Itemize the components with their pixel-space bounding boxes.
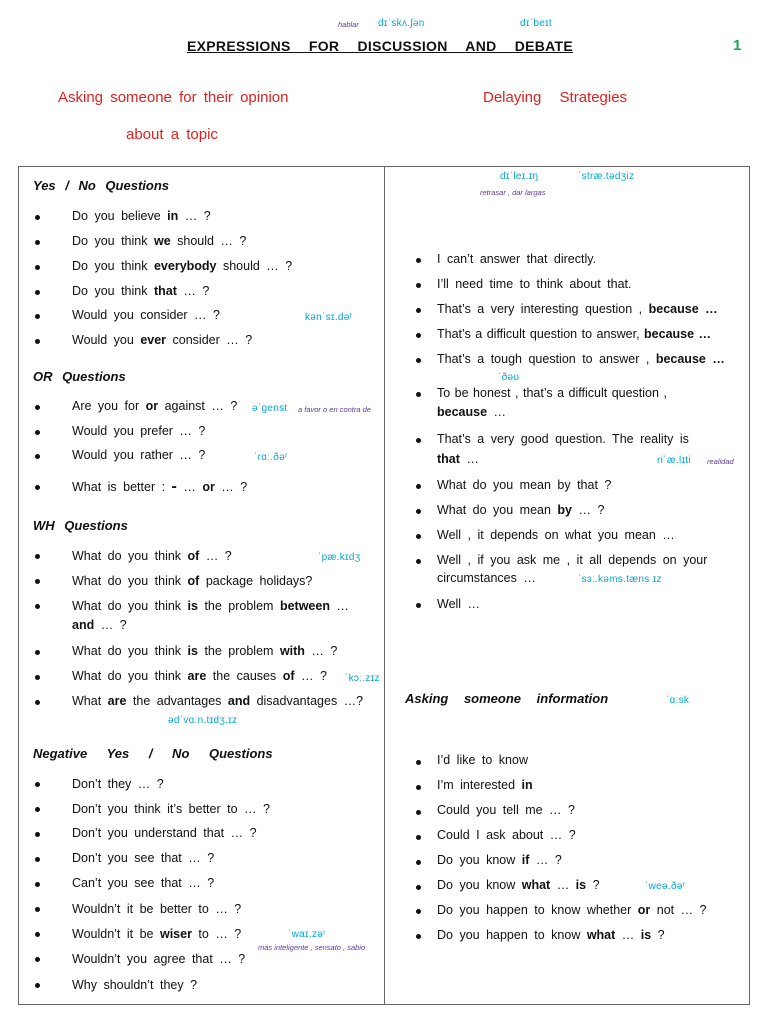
ipa-advantages: ədˈvɑːn.tɪdʒ.ɪz [168, 715, 238, 726]
bullet [416, 509, 421, 514]
left-heading-line1: Asking someone for their opinion [58, 89, 289, 106]
bullet [416, 909, 421, 914]
list-item-continuation: and … ? [72, 618, 127, 632]
bullet [35, 240, 40, 245]
list-item: What do you think is the problem with … ? [72, 644, 338, 658]
list-item: Would you ever consider … ? [72, 333, 253, 347]
list-item-continuation: circumstances … [437, 571, 536, 585]
bullet [416, 333, 421, 338]
bullet [35, 907, 40, 912]
spanish-gloss: hablar [338, 20, 359, 29]
ipa-package: ˈpæ.kɪdʒ [318, 552, 361, 563]
bullet [416, 484, 421, 489]
list-item-continuation: because … [437, 405, 507, 419]
list-item: What do you mean by that ? [437, 478, 612, 492]
list-item: Well , if you ask me , it all depends on your [437, 553, 708, 567]
list-item: That’s a very interesting question , because … [437, 302, 718, 316]
list-item: Do you think that … ? [72, 284, 210, 298]
bullet [416, 358, 421, 363]
page-number: 1 [733, 37, 742, 54]
ipa-whether: ˈweə.ðəʳ [645, 881, 686, 892]
bullet [35, 857, 40, 862]
list-item: Do you happen to know whether or not … ? [437, 903, 707, 917]
list-item: What do you mean by … ? [437, 503, 605, 517]
spanish-gloss: más inteligente , sensato , sabio [258, 943, 366, 952]
bullet [35, 215, 40, 220]
list-item: Would you rather … ? [72, 448, 206, 462]
bullet [416, 835, 421, 840]
list-item: That’s a difficult question to answer, because … [437, 327, 712, 341]
bullet [416, 392, 421, 397]
list-item: What do you think is the problem between … [72, 599, 349, 613]
ipa-delaying: dɪˈleɪ.ɪŋ [500, 171, 539, 182]
bullet [35, 430, 40, 435]
bullet [35, 314, 40, 319]
bullet [416, 559, 421, 564]
list-item: Wouldn’t you agree that … ? [72, 952, 246, 966]
bullet [416, 438, 421, 443]
bullet [35, 832, 40, 837]
ipa-rather: ˈrɑː.ðəʳ [254, 452, 288, 463]
list-item: Well , it depends on what you mean … [437, 528, 675, 542]
bullet [35, 650, 40, 655]
section-heading-information: Asking someone information [405, 691, 609, 706]
bullet [35, 604, 40, 609]
list-item: Don’t you think it’s better to … ? [72, 802, 270, 816]
bullet [416, 934, 421, 939]
bullet [416, 760, 421, 765]
list-item: Don’t they … ? [72, 777, 164, 791]
list-item: Why shouldn’t they ? [72, 978, 198, 992]
bullet [35, 554, 40, 559]
bullet [35, 405, 40, 410]
bullet [35, 290, 40, 295]
bullet [416, 885, 421, 890]
list-item: That’s a very good question. The reality is [437, 432, 689, 446]
bullet [35, 675, 40, 680]
section-heading-negative: Negative Yes / No Questions [33, 746, 273, 761]
bullet [35, 700, 40, 705]
list-item: What is better : - … or … ? [72, 478, 248, 495]
right-heading: Delaying Strategies [483, 89, 628, 106]
bullet [416, 810, 421, 815]
list-item: What do you think of package holidays? [72, 574, 313, 588]
ipa-ask: ˈɑːsk [666, 695, 690, 706]
list-item: Would you prefer … ? [72, 424, 206, 438]
list-item: Do you believe in … ? [72, 209, 211, 223]
bullet [416, 258, 421, 263]
list-item: Don’t you see that … ? [72, 851, 215, 865]
ipa-debate: dɪˈbeɪt [520, 18, 553, 29]
list-item-continuation: that … [437, 452, 479, 466]
bullet [35, 485, 40, 490]
bullet [35, 454, 40, 459]
list-item: What do you think of … ? [72, 549, 232, 563]
left-heading-line2: about a topic [126, 126, 218, 143]
or-choice: … or … ? [176, 480, 248, 494]
spanish-gloss: retrasar , dar largas [480, 188, 546, 197]
list-item: Do you know if … ? [437, 853, 562, 867]
list-item: To be honest , that’s a difficult question , [437, 386, 667, 400]
list-item: That’s a tough question to answer , because … [437, 352, 725, 366]
list-item: What are the advantages and disadvantages …? [72, 694, 364, 708]
bullet [35, 807, 40, 812]
list-item: Do you think we should … ? [72, 234, 247, 248]
list-item: Wouldn’t it be wiser to … ? [72, 927, 242, 941]
list-item: Would you consider … ? [72, 308, 220, 322]
bullet [35, 957, 40, 962]
section-heading-yes-no: Yes / No Questions [33, 178, 169, 193]
bullet [416, 860, 421, 865]
list-item: Do you know what … is ? [437, 878, 600, 892]
spanish-gloss: a favor o en contra de [298, 405, 371, 414]
ipa-causes: ˈkɔː.zɪz [345, 673, 380, 684]
page-title: EXPRESSIONS FOR DISCUSSION AND DEBATE [187, 38, 574, 54]
list-item: Could you tell me … ? [437, 803, 575, 817]
list-item: Do you think everybody should … ? [72, 259, 293, 273]
bullet [416, 534, 421, 539]
list-item: Can’t you see that … ? [72, 876, 215, 890]
bullet [35, 339, 40, 344]
ipa-discussion: dɪˈskʌ.ʃən [378, 18, 425, 29]
list-item: I’d like to know [437, 753, 528, 767]
list-item: Well … [437, 597, 481, 611]
ipa-reality: riˈæ.lɪti [657, 455, 692, 466]
section-heading-wh: WH Questions [33, 518, 128, 533]
list-item: I’m interested in [437, 778, 533, 792]
bullet [35, 983, 40, 988]
list-item: What do you think are the causes of … ? [72, 669, 327, 683]
list-item: Could I ask about … ? [437, 828, 576, 842]
list-item: Don’t you understand that … ? [72, 826, 257, 840]
list-item: Do you happen to know what … is ? [437, 928, 665, 942]
ipa-consider: kənˈsɪ.dəʳ [305, 312, 353, 323]
bullet [35, 882, 40, 887]
list-item: I’ll need time to think about that. [437, 277, 632, 291]
ipa-circumstances: ˈsɜː.kəms.tæns ɪz [578, 574, 662, 585]
column-divider [384, 166, 385, 1005]
bullet [35, 265, 40, 270]
ipa-strategies: ˈstræ.tədʒiz [578, 171, 635, 182]
section-heading-or: OR Questions [33, 369, 126, 384]
ipa-wiser: ˈwaɪ.zəʳ [288, 929, 326, 940]
bullet [416, 283, 421, 288]
bullet [35, 932, 40, 937]
spanish-gloss: realidad [707, 457, 734, 466]
bullet [416, 603, 421, 608]
list-item: Wouldn’t it be better to … ? [72, 902, 242, 916]
ipa-though: ˈðəʊ [498, 372, 520, 383]
list-item: I can’t answer that directly. [437, 252, 597, 266]
bullet [416, 785, 421, 790]
bullet [35, 782, 40, 787]
bullet [35, 579, 40, 584]
bullet [416, 308, 421, 313]
list-item: Are you for or against … ? [72, 399, 238, 413]
ipa-against: əˈɡenst [252, 403, 288, 414]
